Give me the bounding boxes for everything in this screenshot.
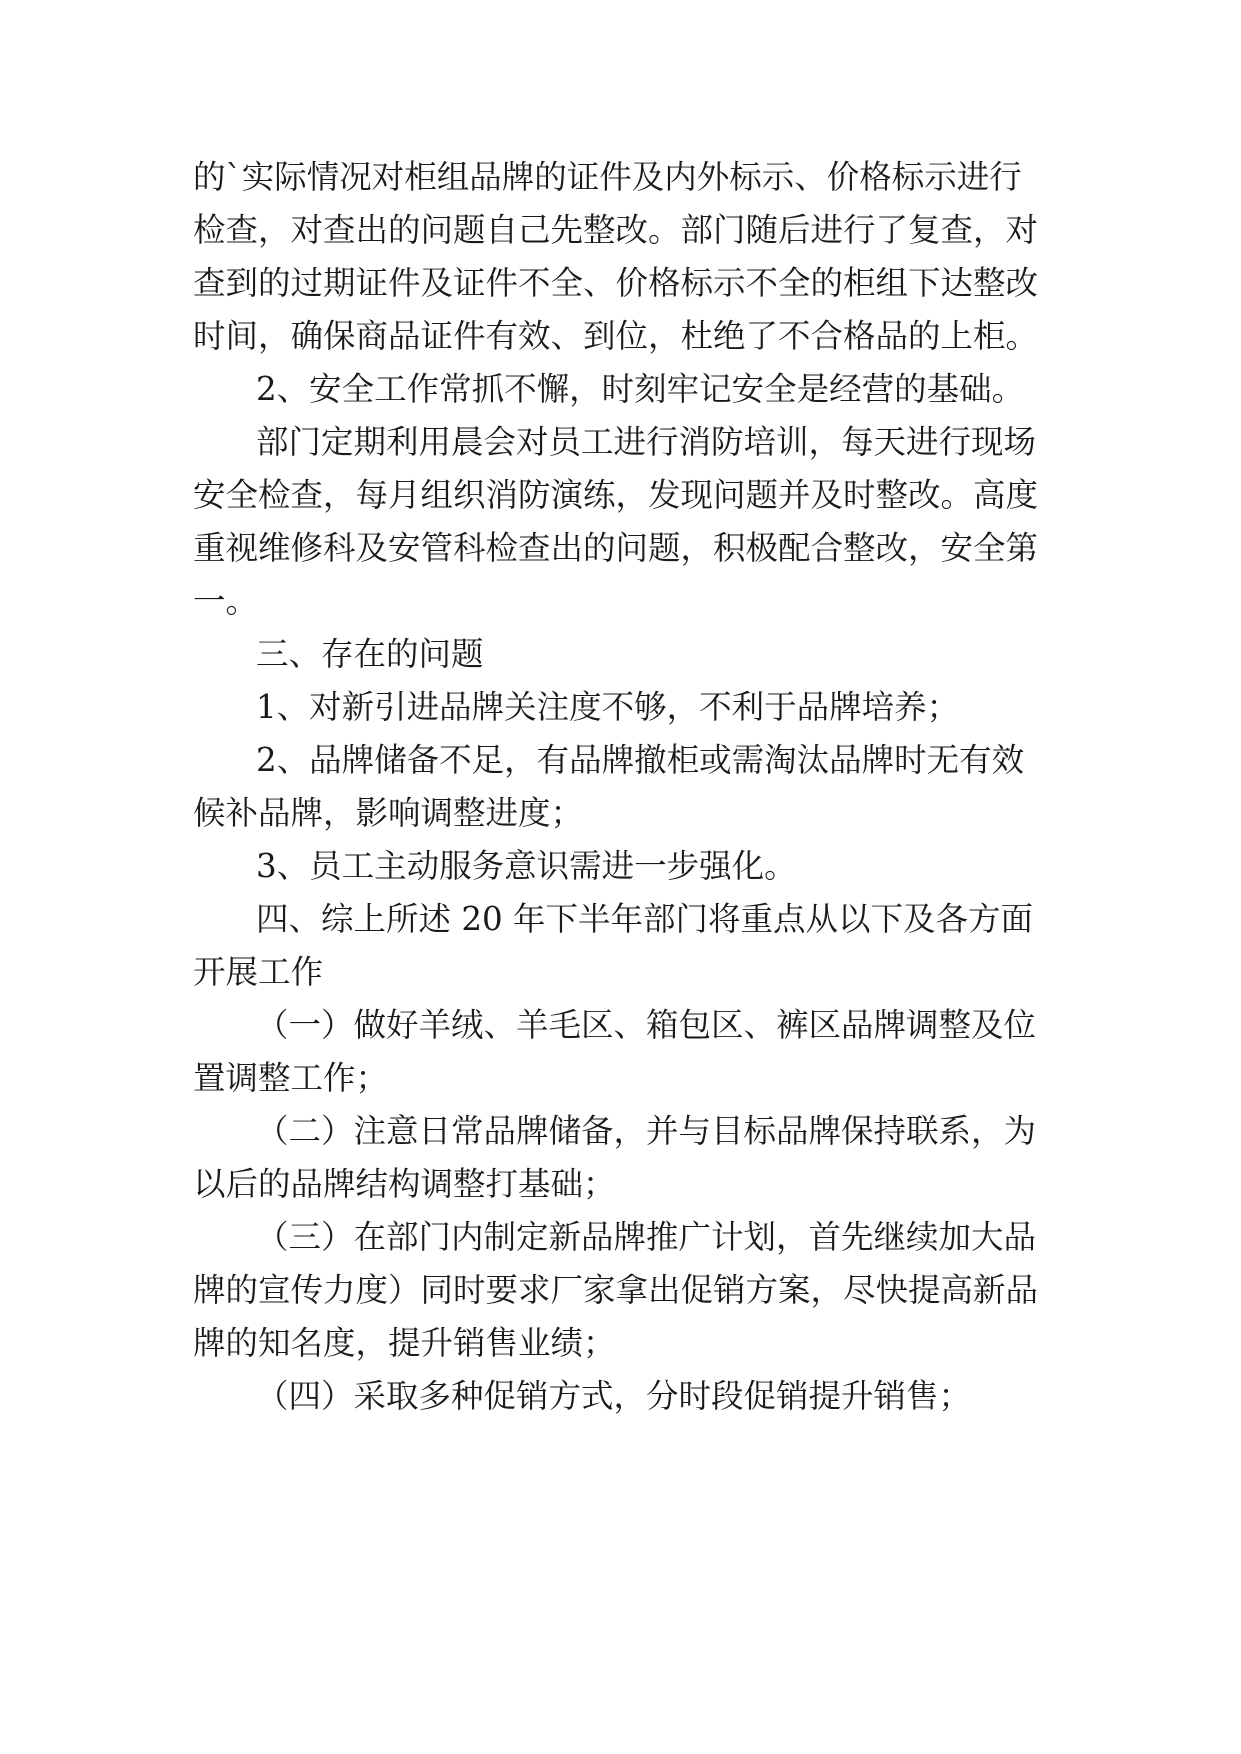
section-heading: 四、综上所述 20 年下半年部门将重点从以下及各方面 [256, 900, 1034, 938]
text-line: 候补品牌，影响调整进度； [193, 794, 584, 832]
text-line: 一。 [193, 582, 259, 620]
text-line: 2、品牌储备不足，有品牌撤柜或需淘汰品牌时无有效 [256, 741, 1025, 779]
text-line: 查到的过期证件及证件不全、价格标示不全的柜组下达整改 [193, 264, 1039, 302]
text-line: （一）做好羊绒、羊毛区、箱包区、裤区品牌调整及位 [256, 1006, 1037, 1044]
text-line: 以后的品牌结构调整打基础； [193, 1165, 616, 1203]
text-line: 部门定期利用晨会对员工进行消防培训，每天进行现场 [256, 423, 1037, 461]
text-line: 开展工作 [193, 953, 324, 991]
text-line: 重视维修科及安管科检查出的问题，积极配合整改，安全第 [193, 529, 1039, 567]
text-line: 时间，确保商品证件有效、到位，杜绝了不合格品的上柜。 [193, 317, 1039, 355]
text-line: 安全检查，每月组织消防演练，发现问题并及时整改。高度 [193, 476, 1039, 514]
text-line: 1、对新引进品牌关注度不够，不利于品牌培养； [256, 688, 960, 726]
text-line: 3、员工主动服务意识需进一步强化。 [256, 847, 797, 885]
text-line: 牌的知名度，提升销售业绩； [193, 1324, 616, 1362]
text-line: （四）采取多种促销方式，分时段促销提升销售； [256, 1377, 972, 1415]
text-line: （三）在部门内制定新品牌推广计划，首先继续加大品 [256, 1218, 1037, 1256]
text-line: （二）注意日常品牌储备，并与目标品牌保持联系，为 [256, 1112, 1037, 1150]
text-line: 置调整工作； [193, 1059, 389, 1097]
section-heading: 三、存在的问题 [256, 635, 484, 673]
text-line: 的`实际情况对柜组品牌的证件及内外标示、价格标示进行 [193, 158, 1022, 196]
text-line: 2、安全工作常抓不懈，时刻牢记安全是经营的基础。 [256, 370, 1025, 408]
text-line: 牌的宣传力度）同时要求厂家拿出促销方案，尽快提高新品 [193, 1271, 1039, 1309]
text-line: 检查，对查出的问题自己先整改。部门随后进行了复查，对 [193, 211, 1039, 249]
